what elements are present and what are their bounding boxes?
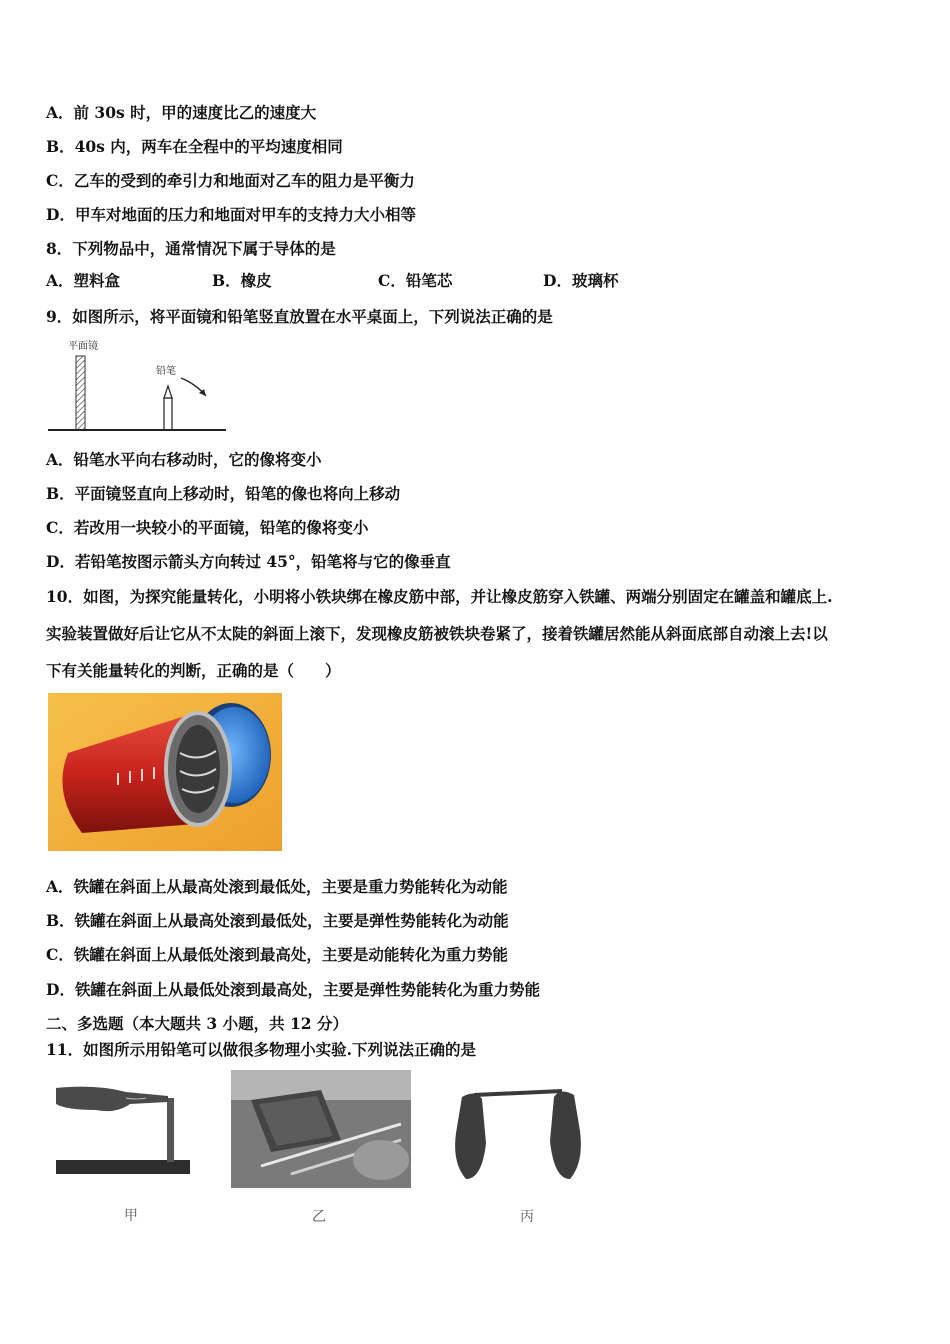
can-interior: [176, 725, 220, 813]
pencil-label: 铅笔: [156, 366, 176, 377]
section-2-title: 二、多选题（本大题共 3 小题，共 12 分）: [46, 1014, 348, 1033]
q10-stem-line-2: 实验装置做好后让它从不太陡的斜面上滚下，发现橡皮筋被铁块卷紧了，接着铁罐居然能从斜面底部自动滚上去!以: [46, 624, 828, 643]
mirror-label: 平面镜: [68, 341, 98, 352]
q10-option-c: C．铁罐在斜面上从最低处滚到最高处，主要是动能转化为重力势能: [46, 945, 508, 964]
q10-option-d: D．铁罐在斜面上从最低处滚到最高处，主要是弹性势能转化为重力势能: [46, 980, 540, 999]
figure-jia: [56, 1080, 190, 1180]
q9-option-d: D．若铅笔按图示箭头方向转过 45°，铅笔将与它的像垂直: [46, 552, 451, 571]
q8-option-c: C．铅笔芯: [378, 271, 453, 290]
q10-stem-line-1: 10．如图，为探究能量转化，小明将小铁块绑在橡皮筋中部，并让橡皮筋穿入铁罐、两端分别固定在罐盖和罐底上.: [46, 587, 833, 606]
plane-mirror: [76, 356, 85, 430]
figure-bing: [452, 1083, 584, 1185]
q7-option-c: C．乙车的受到的牵引力和地面对乙车的阻力是平衡力: [46, 171, 415, 190]
pencil: [164, 398, 172, 430]
vertical-pencil: [167, 1098, 174, 1162]
figure-yi: [231, 1070, 411, 1188]
q8-option-a: A．塑料盒: [46, 271, 121, 290]
rolling-can-photo: [48, 693, 282, 851]
left-hand: [455, 1093, 486, 1179]
caption-bing: 丙: [520, 1209, 534, 1225]
q8-stem: 8．下列物品中，通常情况下属于导体的是: [46, 239, 336, 258]
q10-stem-line-3: 下有关能量转化的判断，正确的是（ ）: [46, 661, 341, 680]
q9-stem: 9．如图所示，将平面镜和铅笔竖直放置在水平桌面上，下列说法正确的是: [46, 307, 553, 326]
pencil-tip: [164, 386, 172, 398]
q9-option-c: C．若改用一块较小的平面镜，铅笔的像将变小: [46, 518, 369, 537]
q10-option-b: B．铁罐在斜面上从最高处滚到最低处，主要是弹性势能转化为动能: [46, 911, 509, 930]
q9-option-a: A．铅笔水平向右移动时，它的像将变小: [46, 450, 322, 469]
horizontal-pencil: [474, 1091, 562, 1095]
q11-stem: 11．如图所示用铅笔可以做很多物理小实验.下列说法正确的是: [46, 1040, 476, 1059]
right-hand: [550, 1091, 581, 1179]
q7-option-a: A．前 30s 时，甲的速度比乙的速度大: [46, 103, 317, 122]
q7-option-d: D．甲车对地面的压力和地面对甲车的支持力大小相等: [46, 205, 416, 224]
q9-option-b: B．平面镜竖直向上移动时，铅笔的像也将向上移动: [46, 484, 401, 503]
caption-yi: 乙: [312, 1209, 326, 1225]
q8-option-b: B．橡皮: [212, 271, 272, 290]
table-block: [56, 1160, 190, 1174]
mirror-pencil-figure: [46, 336, 236, 436]
q10-option-a: A．铁罐在斜面上从最高处滚到最低处，主要是重力势能转化为动能: [46, 877, 508, 896]
hand-pressing: [56, 1087, 168, 1111]
hand-pushing: [353, 1140, 409, 1180]
caption-jia: 甲: [124, 1208, 138, 1224]
q8-option-d: D．玻璃杯: [543, 271, 619, 290]
q7-option-b: B．40s 内，两车在全程中的平均速度相同: [46, 137, 343, 156]
